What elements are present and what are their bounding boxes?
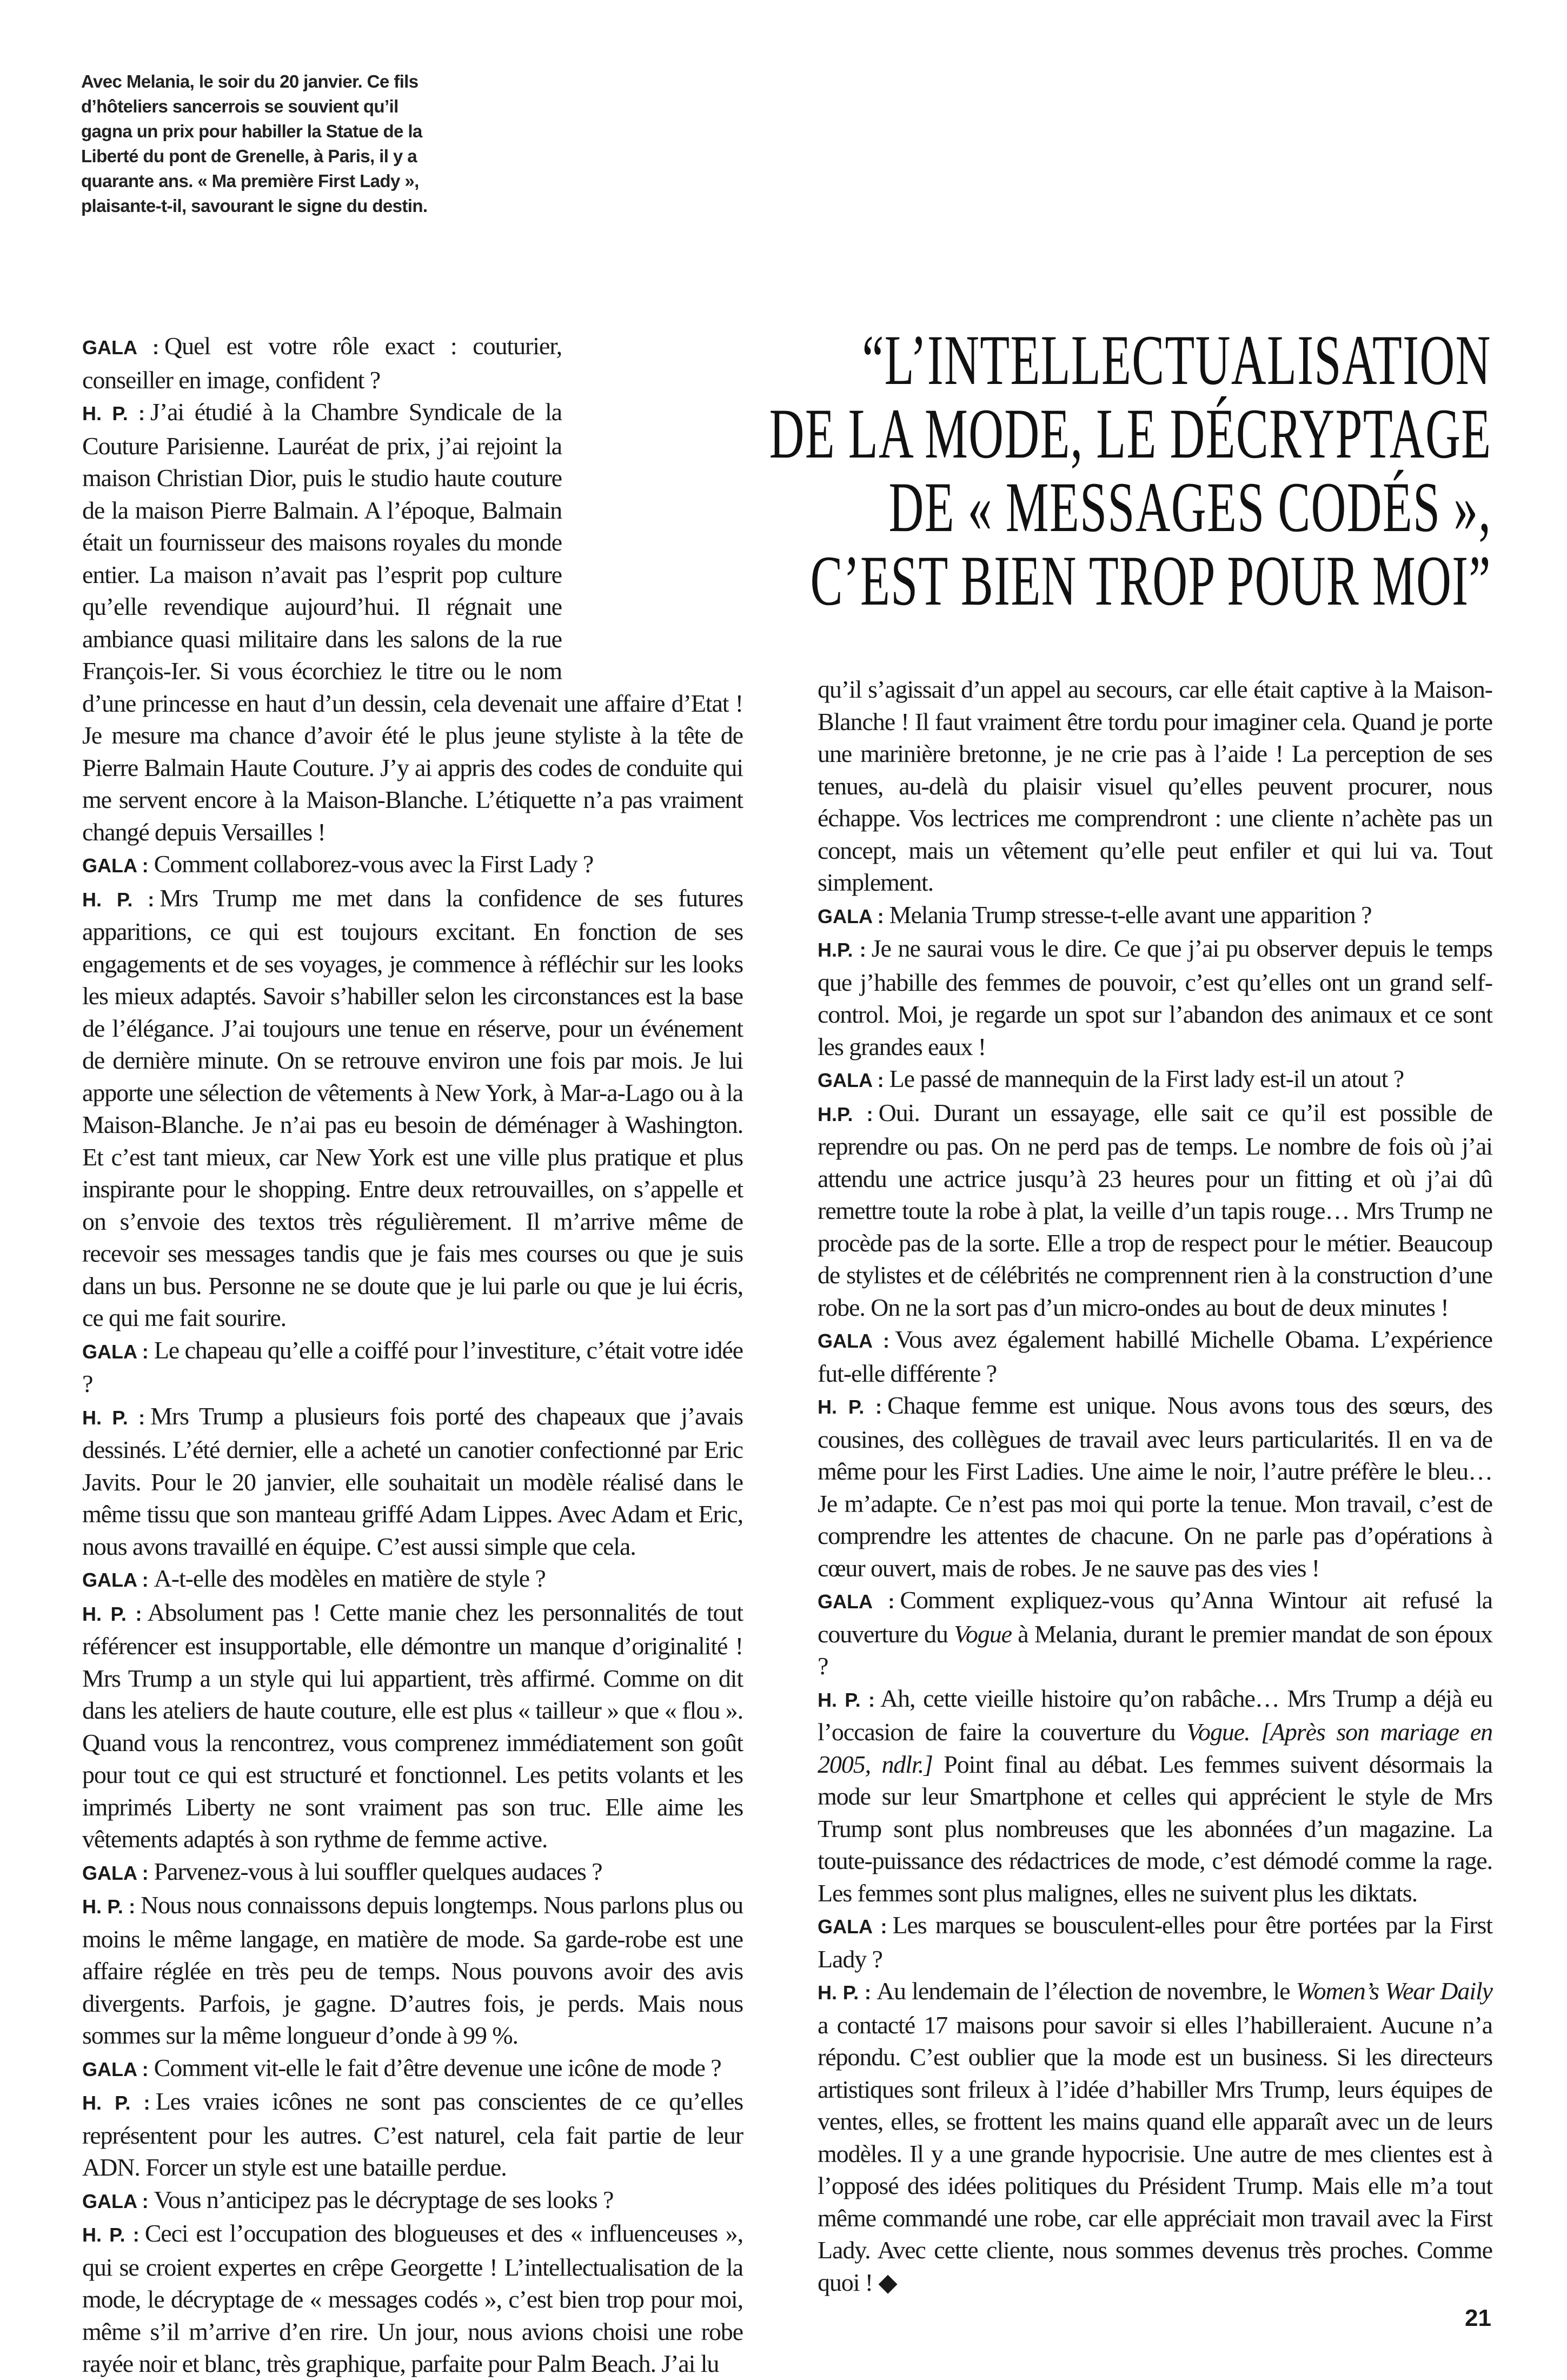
speaker-label: GALA : bbox=[818, 1915, 887, 1938]
interview-question bbox=[818, 1909, 1492, 1975]
pull-quote-spacer bbox=[562, 330, 743, 684]
interview-answer bbox=[82, 2085, 743, 2184]
pull-quote-line: DE LA MODE, LE DÉCRYPTAGE bbox=[769, 394, 1491, 473]
interview-question bbox=[82, 2184, 743, 2218]
paragraph-text: Ceci est l’occupation des blogueuses et des « influenceuses », qui se croient expertes en crêpe Georgette ! L’intellectualisation de la mode, le décryptage de « messages codés », c’est bien trop pour moi, même s’il m’arrive d’en rire. Un jour, nous avions choisi une robe rayée noir et blanc, très graphique, parfaite pour Palm Beach. J’ai lu bbox=[82, 2219, 743, 2377]
speaker-label: GALA : bbox=[818, 1330, 889, 1352]
paragraph-text: Point final au débat. Les femmes suivent désormais la mode sur leur Smartphone et celles qui apprécient le style de Mrs Trump sont plus nombreuses que les abonnées d’un magazine. La toute-puissance des rédactrices de mode, c’est démodé comme la rage. Les femmes sont plus malignes, elles ne suivent plus les diktats. bbox=[818, 1750, 1492, 1907]
interview-answer-continued bbox=[818, 673, 1492, 899]
speaker-label: H. P. : bbox=[82, 402, 145, 425]
paragraph-text: Comment collaborez-vous avec la First Lady ? bbox=[154, 850, 594, 878]
paragraph-text: Melania Trump stresse-t-elle avant une apparition ? bbox=[889, 900, 1372, 929]
paragraph-text: J’ai étudié à la Chambre Syndicale de la Couture Parisienne. Lauréat de prix, j’ai rejoint la maison Christian Dior, puis le studio haute couture de la maison Pierre Balmain. A l’époque, Balmain était un fournisseur des maisons royales du monde entier. La maison n’avait pas l’esprit pop culture qu’elle revendique aujourd’hui. Il régnait une ambiance quasi militaire dans les salons de la rue François-Ier. Si vous écorchiez le titre ou le nom d’une princesse en haut d’un dessin, cela devenait une affaire d’Etat ! Je mesure ma chance d’avoir été le plus jeune styliste à la tête de Pierre Balmain Haute Couture. J’y ai appris des codes de conduite qui me servent encore à la Maison-Blanche. L’étiquette n’a pas vraiment changé depuis Versailles ! bbox=[82, 398, 743, 846]
paragraph-text: Quel est votre rôle exact : couturier, conseiller en image, confident ? bbox=[82, 332, 562, 394]
speaker-label: H. P. : bbox=[818, 1396, 882, 1418]
interview-left-column bbox=[82, 330, 743, 2380]
speaker-label: GALA : bbox=[82, 854, 149, 877]
paragraph-text: à Melania, durant le premier mandat de son époux ? bbox=[818, 1620, 1492, 1680]
interview-answer bbox=[818, 1975, 1492, 2298]
speaker-label: H. P. : bbox=[818, 1688, 875, 1711]
paragraph-text: Vous avez également habillé Michelle Obama. L’expérience fut-elle différente ? bbox=[818, 1325, 1492, 1387]
speaker-label: GALA : bbox=[82, 2190, 149, 2212]
paragraph-text: A-t-elle des modèles en matière de style ? bbox=[154, 1564, 546, 1592]
paragraph-text: Je ne saurai vous le dire. Ce que j’ai pu observer depuis le temps que j’habille des femmes de pouvoir, c’est qu’elles ont un grand self-control. Moi, je regarde un spot sur l’abandon des animaux et ce sont les grandes eaux ! bbox=[818, 934, 1492, 1060]
interview-question bbox=[818, 1323, 1492, 1389]
photo-caption: Avec Melania, le soir du 20 janvier. Ce fils d’hôteliers sancerrois se souvient qu’il gagna un prix pour habiller la Statue de la Liberté du pont de Grenelle, à Paris, il y a quarante ans. « Ma première First Lady », plaisante-t-il, savourant le signe du destin. bbox=[81, 71, 428, 216]
speaker-label: H.P. : bbox=[818, 1103, 873, 1125]
paragraph-text: Nous nous connaissons depuis longtemps. Nous parlons plus ou moins le même langage, en matière de mode. Sa garde-robe est une affaire réglée en très peu de temps. Nous pouvons avoir des avis divergents. Parfois, je gagne. D’autres fois, je perds. Mais nous sommes sur la même longueur d’onde à 99 %. bbox=[82, 1891, 743, 2049]
speaker-label: GALA : bbox=[82, 2058, 149, 2080]
interview-question bbox=[82, 1855, 743, 1890]
interview-answer bbox=[82, 2217, 743, 2380]
paragraph-text: a contacté 17 maisons pour savoir si elles l’habilleraient. Aucune n’a répondu. C’est oublier que la mode est un business. Si les directeurs artistiques sont frileux à l’idée d’habiller Mrs Trump, leurs équipes de ventes, elles, se frottent les mains quand elle apparaît avec un de leurs modèles. Il y a une grande hypocrisie. Une autre de mes clientes est à l’opposé des idées politiques du Président Trump. Mais elle m’a tout même commandé une robe, car elle appréciait mon travail avec la First Lady. Avec cette cliente, nous sommes devenus très proches. Comme quoi ! ◆ bbox=[818, 2011, 1492, 2296]
speaker-label: H. P. : bbox=[82, 1602, 142, 1625]
pull-quote-line: DE « MESSAGES CODÉS », bbox=[888, 467, 1491, 547]
speaker-label: GALA : bbox=[818, 905, 884, 927]
page-number: 21 bbox=[1465, 2305, 1491, 2331]
paragraph-text: Le chapeau qu’elle a coiffé pour l’investiture, c’était votre idée ? bbox=[82, 1336, 743, 1397]
speaker-label: GALA : bbox=[818, 1069, 884, 1091]
interview-answer bbox=[818, 932, 1492, 1063]
paragraph-text: Mrs Trump a plusieurs fois porté des chapeaux que j’avais dessinés. L’été dernier, elle a acheté un canotier confectionné par Eric Javits. Pour le 20 janvier, elle souhaitait un modèle réalisé dans le même tissu que son manteau griffé Adam Lippes. Avec Adam et Eric, nous avons travaillé en équipe. C’est aussi simple que cela. bbox=[82, 1402, 743, 1560]
interview-answer bbox=[82, 1596, 743, 1855]
interview-question bbox=[82, 2052, 743, 2086]
pull-quote-line: C’EST BIEN TROP POUR MOI” bbox=[810, 541, 1491, 620]
interview-question bbox=[82, 1562, 743, 1596]
italic-text: Women’s Wear Daily bbox=[1296, 1977, 1492, 2005]
italic-text: Vogue bbox=[954, 1620, 1012, 1648]
paragraph-text: Mrs Trump me met dans la confidence de ses futures apparitions, ce qui est toujours excitant. En fonction de ses engagements et de ses voyages, je commence à réfléchir sur les looks les mieux adaptés. Savoir s’habiller selon les circonstances est la base de l’élégance. J’ai toujours une tenue en réserve, pour un événement de dernière minute. On se retrouve environ une fois par mois. Je lui apporte une sélection de vêtements à New York, à Mar-a-Lago ou à la Maison-Blanche. Je n’ai pas eu besoin de déménager à Washington. Et c’est tant mieux, car New York est une ville plus pratique et plus inspirante pour le shopping. Entre deux retrouvailles, on s’appelle et on s’envoie des textos très régulièrement. Il m’arrive même de recevoir ses messages tandis que je fais mes courses ou que je suis dans un bus. Personne ne se doute que je lui parle ou que je lui écris, ce qui me fait sourire. bbox=[82, 884, 743, 1331]
paragraph-text: Comment vit-elle le fait d’être devenue une icône de mode ? bbox=[154, 2053, 721, 2081]
interview-answer bbox=[82, 882, 743, 1334]
interview-answer bbox=[818, 1389, 1492, 1584]
paragraph-text: Chaque femme est unique. Nous avons tous des sœurs, des cousines, des collègues de travail avec leurs particularités. Il en va de même pour les First Ladies. Une aime le noir, l’autre préfère le bleu… Je m’adapte. Ce n’est pas moi qui porte la tenue. Mon travail, c’est de comprendre les attentes de chacune. On ne parle pas d’opérations à cœur ouvert, mais de robes. Je ne sauve pas des vies ! bbox=[818, 1391, 1493, 1582]
speaker-label: GALA : bbox=[818, 1590, 895, 1613]
paragraph-text: Le passé de mannequin de la First lady est-il un atout ? bbox=[889, 1065, 1404, 1092]
speaker-label: H. P. : bbox=[82, 1406, 145, 1429]
interview-question bbox=[818, 899, 1492, 933]
interview-question bbox=[818, 1584, 1492, 1682]
speaker-label: GALA : bbox=[82, 1861, 149, 1884]
paragraph-text: Oui. Durant un essayage, elle sait ce qu’il est possible de reprendre ou pas. On ne perd pas de temps. Le nombre de fois où j’ai attendu une actrice jusqu’à 23 heures pour un fitting et où j’ai dû remettre toute la robe à plat, la veille d’un tapis rouge… Mrs Trump ne procède pas de la sorte. Elle a trop de respect pour le métier. Beaucoup de stylistes et de célébrités ne comprennent rien à la construction d’une robe. On ne la sort pas d’un micro-ondes au bout de deux minutes ! bbox=[818, 1098, 1492, 1321]
speaker-label: H. P. : bbox=[82, 2092, 150, 2114]
paragraph-text: Parvenez-vous à lui souffler quelques audaces ? bbox=[154, 1857, 602, 1885]
speaker-label: H.P. : bbox=[818, 939, 866, 961]
paragraph-text: Comment expliquez-vous qu’Anna Wintour ait refusé la couverture du bbox=[818, 1586, 1492, 1648]
interview-answer bbox=[82, 1889, 743, 2052]
paragraph-text: Ah, cette vieille histoire qu’on rabâche… Mrs Trump a déjà eu l’occasion de faire la couverture du bbox=[818, 1684, 1492, 1746]
paragraph-text: Absolument pas ! Cette manie chez les personnalités de tout référencer est insupportable, elle démontre un manque d’originalité ! Mrs Trump a un style qui lui appartient, très affirmé. Comme on dit dans les ateliers de haute couture, elle est plus « tailleur » que « flou ». Quand vous la rencontrez, vous comprenez immédiatement son goût pour tout ce qui est structuré et fonctionnel. Les petits volants et les imprimés Liberty ne sont vraiment pas son truc. Elle aime les vêtements adaptés à son rythme de femme active. bbox=[82, 1598, 743, 1853]
speaker-label: GALA : bbox=[82, 1340, 149, 1363]
paragraph-text: Les marques se bousculent-elles pour être portées par la First Lady ? bbox=[818, 1911, 1492, 1973]
interview-right-column bbox=[818, 673, 1492, 2298]
interview-question bbox=[818, 1063, 1492, 1097]
interview-answer bbox=[818, 1097, 1492, 1324]
paragraph-text: Vous n’anticipez pas le décryptage de ses looks ? bbox=[154, 2185, 614, 2213]
paragraph-text: Au lendemain de l’élection de novembre, le bbox=[876, 1977, 1296, 2005]
speaker-label: H. P. : bbox=[82, 888, 155, 911]
interview-question bbox=[82, 848, 743, 882]
speaker-label: GALA : bbox=[82, 336, 159, 359]
paragraph-text: qu’il s’agissait d’un appel au secours, car elle était captive à la Maison-Blanche ! Il faut vraiment être tordu pour imaginer cela. Quand je porte une marinière bretonne, je ne crie pas à l’aide ! La perception de ses tenues, au-delà du plaisir visuel qu’elles peuvent procurer, nous échappe. Vos lectrices me comprendront : une cliente n’achète pas un concept, mais un vêtement qu’elle peut enfiler et qui lui va. Tout simplement. bbox=[818, 675, 1492, 896]
interview-question bbox=[82, 1334, 743, 1400]
pull-quote-line: “L’INTELLECTUALISATION bbox=[862, 320, 1491, 400]
interview-answer bbox=[818, 1682, 1492, 1910]
speaker-label: GALA : bbox=[82, 1569, 149, 1591]
paragraph-text: Les vraies icônes ne sont pas conscientes de ce qu’elles représentent pour les autres. C’est naturel, cela fait partie de leur ADN. Forcer un style est une bataille perdue. bbox=[82, 2087, 743, 2181]
italic-text: Vogue. [Après son mariage en 2005, ndlr.] bbox=[818, 1718, 1492, 1778]
speaker-label: H. P. : bbox=[818, 1981, 871, 2004]
interview-answer bbox=[82, 1400, 743, 1563]
speaker-label: H. P. : bbox=[82, 2224, 140, 2246]
speaker-label: H. P. : bbox=[82, 1895, 136, 1918]
